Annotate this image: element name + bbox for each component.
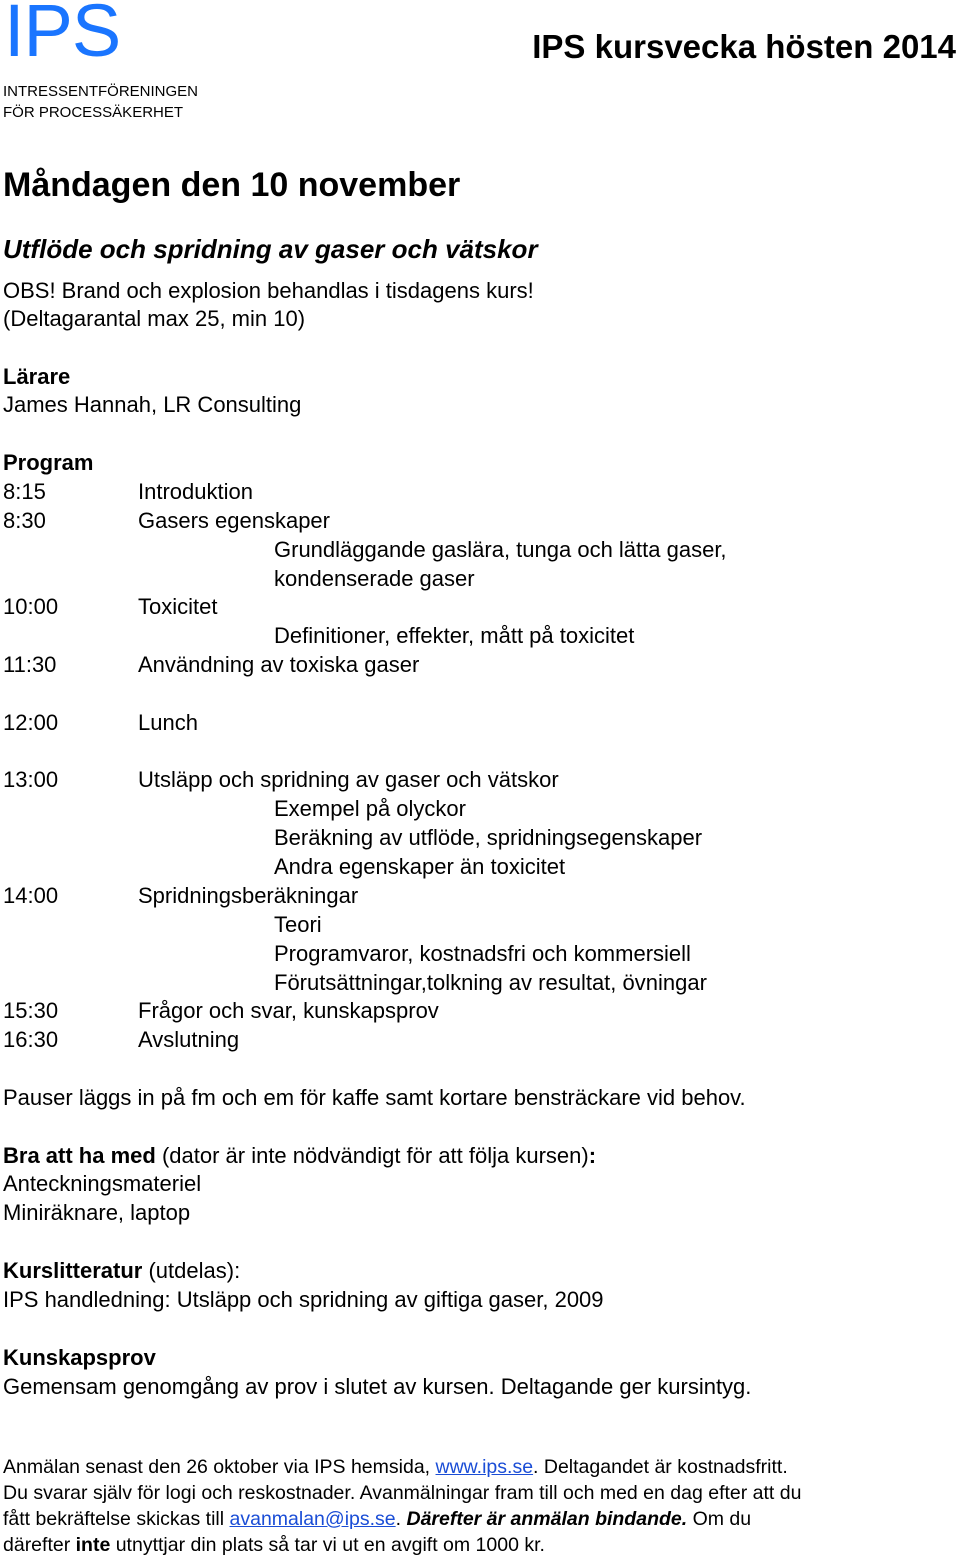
obs-note: OBS! Brand och explosion behandlas i tisdagens kurs!: [3, 278, 534, 303]
program-subitem: Definitioner, effekter, mått på toxicitet: [274, 623, 635, 648]
program-subitem: Grundläggande gaslära, tunga och lätta gaser,: [274, 537, 727, 562]
program-time: 12:00: [3, 710, 59, 735]
program-activity: Utsläpp och spridning av gaser och vätskor: [138, 767, 559, 792]
program-activity: Spridningsberäkningar: [138, 883, 359, 908]
program-time: 11:30: [3, 652, 57, 677]
bring-item: Miniräknare, laptop: [3, 1200, 191, 1225]
signup-text: fått bekräftelse skickas till: [3, 1508, 230, 1530]
literature-heading-line: [3, 1260, 240, 1282]
program-time: 8:15: [3, 479, 46, 504]
bring-heading-line: [3, 1145, 596, 1167]
program-subitem: Förutsättningar,tolkning av resultat, övningar: [274, 970, 707, 995]
binding-notice: Därefter är anmälan bindande.: [406, 1508, 688, 1530]
program-time: 8:30: [3, 508, 46, 533]
program-time: 16:30: [3, 1027, 59, 1052]
program-heading: Program: [3, 450, 94, 475]
teacher-name: James Hannah, LR Consulting: [3, 392, 302, 417]
exam-text: Gemensam genomgång av prov i slutet av kursen. Deltagande ger kursintyg.: [3, 1374, 752, 1399]
breaks-note: Pauser läggs in på fm och em för kaffe samt kortare bensträckare vid behov.: [3, 1085, 746, 1110]
program-subitem: kondenserade gaser: [274, 566, 475, 591]
bring-item: Anteckningsmateriel: [3, 1171, 202, 1196]
signup-line1: [3, 1458, 788, 1478]
program-subitem: Andra egenskaper än toxicitet: [274, 854, 566, 879]
program-activity: Användning av toxiska gaser: [138, 652, 420, 677]
bring-colon: :: [588, 1143, 597, 1168]
course-title: IPS kursvecka hösten 2014: [532, 28, 956, 65]
ips-logo: IPS: [4, 0, 121, 72]
signup-line4: [3, 1536, 545, 1556]
participants-note: (Deltagarantal max 25, min 10): [3, 306, 306, 331]
program-activity: Avslutning: [138, 1027, 240, 1052]
day-title: Måndagen den 10 november: [3, 166, 461, 204]
course-subject: Utflöde och spridning av gaser och vätskor: [3, 234, 538, 264]
signup-text: därefter: [3, 1534, 76, 1556]
signup-text: Anmälan senast den 26 oktober via IPS hemsida,: [3, 1456, 436, 1478]
signup-line2: Du svarar själv för logi och reskostnader. Avanmälningar fram till och med en dag efter att du: [3, 1482, 802, 1504]
program-subitem: Teori: [274, 912, 322, 937]
program-subitem: Beräkning av utflöde, spridningsegenskaper: [274, 825, 703, 850]
bring-heading: Bra att ha med: [3, 1143, 156, 1168]
literature-heading: Kurslitteratur: [3, 1258, 143, 1283]
program-activity: Frågor och svar, kunskapsprov: [138, 998, 439, 1023]
teacher-heading: Lärare: [3, 364, 71, 389]
program-subitem: Exempel på olyckor: [274, 796, 466, 821]
program-time: 14:00: [3, 883, 59, 908]
program-time: 10:00: [3, 594, 59, 619]
program-time: 13:00: [3, 767, 59, 792]
emphasis-inte: inte: [75, 1534, 111, 1556]
exam-heading: Kunskapsprov: [3, 1345, 156, 1370]
program-activity: Gasers egenskaper: [138, 508, 330, 533]
program-activity: Toxicitet: [138, 594, 218, 619]
email-link[interactable]: avanmalan@ips.se: [229, 1508, 396, 1530]
program-subitem: Programvaror, kostnadsfri och kommersiell: [274, 941, 691, 966]
signup-text: . Deltagandet är kostnadsfritt.: [533, 1456, 788, 1478]
website-link[interactable]: www.ips.se: [435, 1456, 534, 1478]
program-time: 15:30: [3, 998, 59, 1023]
program-activity: Introduktion: [138, 479, 253, 504]
literature-note: (utdelas):: [142, 1258, 241, 1283]
program-activity: Lunch: [138, 710, 198, 735]
signup-line3: [3, 1510, 751, 1530]
signup-text: .: [395, 1508, 407, 1530]
signup-text: utnyttjar din plats så tar vi ut en avgift om 1000 kr.: [110, 1534, 545, 1556]
org-name-line1: INTRESSENTFÖRENINGEN: [3, 83, 199, 100]
bring-note: (dator är inte nödvändigt för att följa kursen): [155, 1143, 589, 1168]
literature-item: IPS handledning: Utsläpp och spridning av giftiga gaser, 2009: [3, 1287, 604, 1312]
org-name-line2: FÖR PROCESSÄKERHET: [3, 104, 184, 121]
signup-text: Om du: [687, 1508, 752, 1530]
